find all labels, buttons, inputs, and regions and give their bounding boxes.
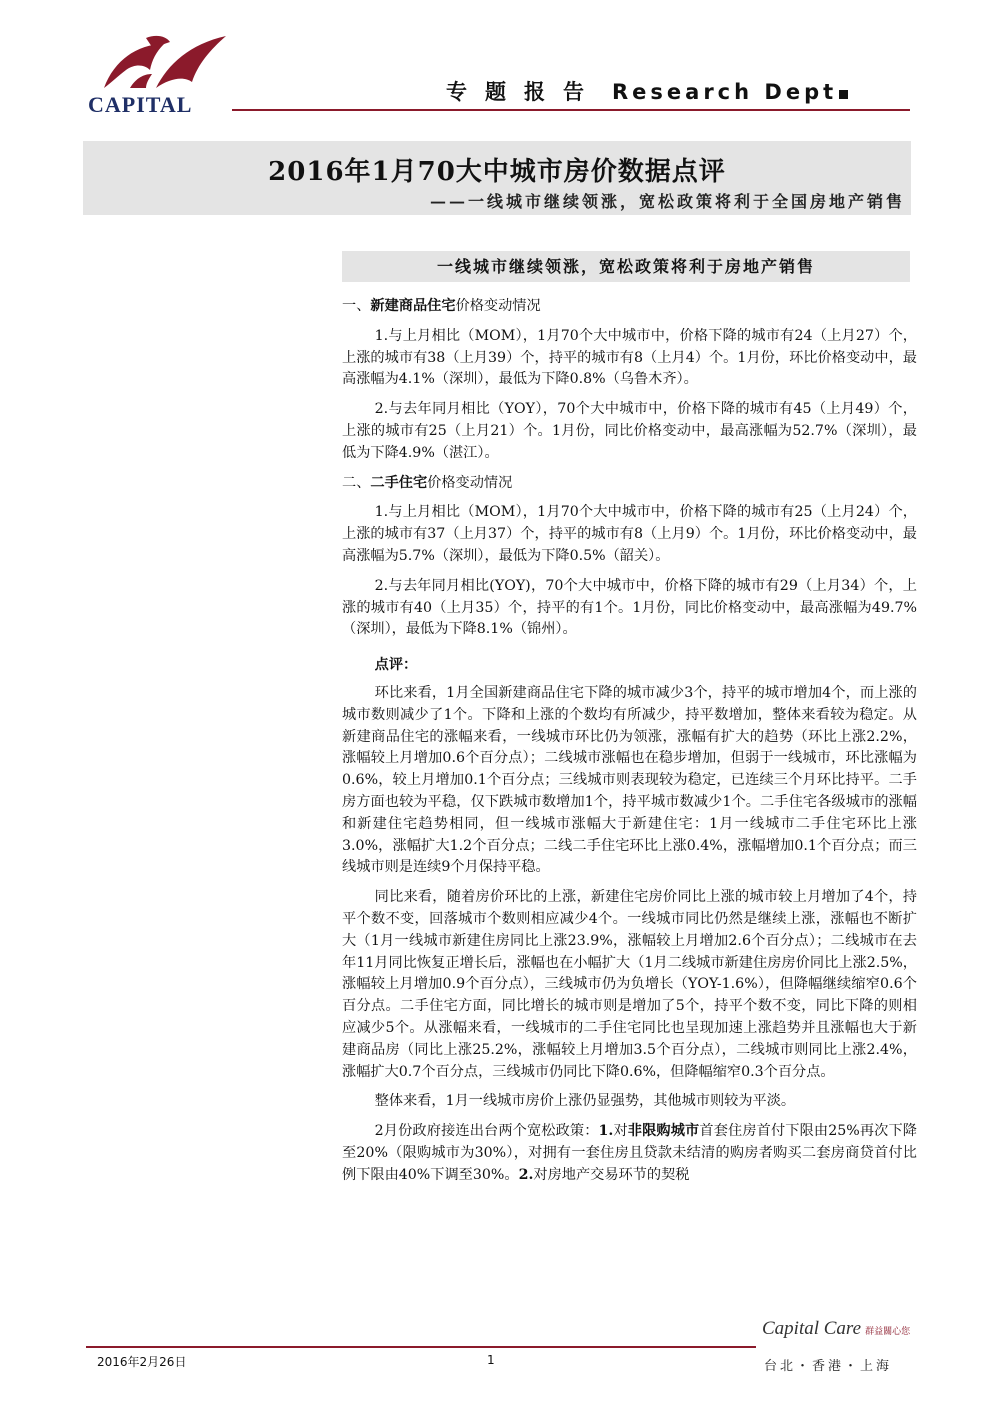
- paragraph: 整体来看，1月一线城市房价上涨仍显强势，其他城市则较为平淡。: [374, 1093, 796, 1110]
- text-run: 首套住房首付下限由25%再次下降至20%（限购城市为30%），对拥有一套住房且贷款未结清的购房者购买二套房商贷首付比例下限由40%下调至30%。: [342, 1123, 917, 1183]
- report-date: 2016年2月26日: [97, 1355, 187, 1369]
- research-dept-label: Research Dept: [612, 80, 838, 104]
- brand-tagline: 群益關心您: [865, 1326, 911, 1336]
- section-title: 一线城市继续领涨，宽松政策将利于房地产销售: [342, 251, 910, 282]
- heading-bold: 新建商品住宅: [370, 298, 456, 314]
- office-cities: 台北・香港・上海: [764, 1359, 893, 1374]
- paragraph: 同比来看，随着房价环比的上涨，新建住宅房价同比上涨的城市较上月增加了4个，持平个数不变，回落城市个数则相应减少4个。一线城市同比仍然是继续上涨，涨幅也不断扩大（1月一线城市新建住房同比上涨23.9%，涨幅较上月增加2.6个百分点）；二线城市在去年11月同比恢复正增长后，涨幅也在小幅扩大（1月二线城市新建住房房价同比上涨2.5%，涨幅较上月增加0.9个百分点），三线城市仍为负增长（YOY-1.6%），但降幅继续缩窄0.6个百分点。二手住宅方面，同比增长的城市则是增加了5个，持平个数不变，同比下降的则相应减少5个。从涨幅来看，一线城市的二手住宅同比也呈现加速上涨趋势并且涨幅也大于新建商品房（同比上涨25.2%，涨幅较上月增加3.5个百分点），二线城市则同比上涨2.4%，涨幅扩大0.7个百分点，三线城市仍同比下降0.6%，但降幅缩窄0.3个百分点。: [342, 889, 917, 1080]
- report-type-header: [446, 76, 848, 106]
- comment-label: 点评：: [374, 657, 418, 674]
- bold-run: 1.: [598, 1123, 614, 1140]
- report-type-zh: 专题报告: [446, 80, 602, 104]
- paragraph: 2.与去年同月相比（YOY），70个大中城市中，价格下降的城市有45（上月49）个，上涨的城市有25（上月21）个。1月份，同比价格变动中，最高涨幅为52.7%（深圳），最低为下降4.9%（湛江）。: [342, 401, 917, 461]
- section-heading-new-homes: [342, 296, 917, 318]
- page-number: 1: [487, 1353, 495, 1367]
- capital-care-brand: [762, 1318, 910, 1340]
- heading-number: 一、: [342, 298, 371, 314]
- header-divider: [232, 109, 910, 111]
- heading-rest: 价格变动情况: [455, 298, 541, 314]
- bold-run: 2.: [518, 1166, 534, 1183]
- eagle-logo-icon: [86, 30, 236, 100]
- section-heading-second-hand: [342, 473, 917, 495]
- report-body: [342, 290, 917, 1194]
- logo-text: CAPITAL: [88, 92, 193, 117]
- heading-rest: 价格变动情况: [427, 474, 513, 491]
- report-title: 2016年1月70大中城市房价数据点评: [268, 157, 726, 187]
- text-run: 对: [613, 1123, 628, 1140]
- paragraph: 1.与上月相比（MOM），1月70个大中城市中，价格下降的城市有24（上月27）个，上涨的城市有38（上月39）个，持平的城市有8（上月4）个。1月份，环比价格变动中，最高涨幅为4.1%（深圳），最低为下降0.8%（乌鲁木齐）。: [342, 327, 917, 388]
- text-run: 2月份政府接连出台两个宽松政策：: [374, 1123, 599, 1140]
- paragraph-policy: [342, 1121, 917, 1186]
- paragraph: 2.与去年同月相比(YOY)，70个大中城市中，价格下降的城市有29（上月34）个，上涨的城市有40（上月35）个，持平的有1个。1月份，同比价格变动中，最高涨幅为49.7%（深圳），最低为下降8.1%（锦州）。: [342, 577, 917, 638]
- brand-name: Capital Care: [762, 1318, 862, 1339]
- footer-divider: [86, 1346, 756, 1348]
- square-bullet-icon: [839, 90, 848, 99]
- paragraph: 1.与上月相比（MOM），1月70个大中城市中，价格下降的城市有25（上月24）个，上涨的城市有37（上月37）个，持平的城市有8（上月9）个。1月份，环比价格变动中，最高涨幅为5.7%（深圳），最低为下降0.5%（韶关）。: [342, 504, 917, 564]
- title-box: [83, 141, 911, 215]
- text-run: 对房地产交易环节的契税: [533, 1166, 690, 1183]
- bold-run: 非限购城市: [627, 1123, 700, 1140]
- report-subtitle: ——一线城市继续领涨，宽松政策将利于全国房地产销售: [429, 192, 905, 211]
- paragraph: 环比来看，1月全国新建商品住宅下降的城市减少3个，持平的城市增加4个，而上涨的城市数则减少了1个。下降和上涨的个数均有所减少，持平数增加，整体来看较为稳定。从新建商品住宅的涨幅来看，一线城市环比仍为领涨，涨幅有扩大的趋势（环比上涨2.2%，涨幅较上月增加0.6个百分点）；二线城市涨幅也在稳步增加，但弱于一线城市，环比涨幅为0.6%，较上月增加0.1个百分点；三线城市则表现较为稳定，已连续三个月环比持平。二手房方面也较为平稳，仅下跌城市数增加1个，持平城市数减少1个。二手住宅各级城市的涨幅和新建住宅趋势相同，但一线城市涨幅大于新建住宅：1月一线城市二手住宅环比上涨3.0%，涨幅扩大1.2个百分点；二线二手住宅环比上涨0.4%，涨幅增加0.1个百分点；而三线城市则是连续9个月保持平稳。: [342, 684, 917, 876]
- heading-number: 二、: [342, 474, 371, 491]
- heading-bold: 二手住宅: [370, 474, 428, 491]
